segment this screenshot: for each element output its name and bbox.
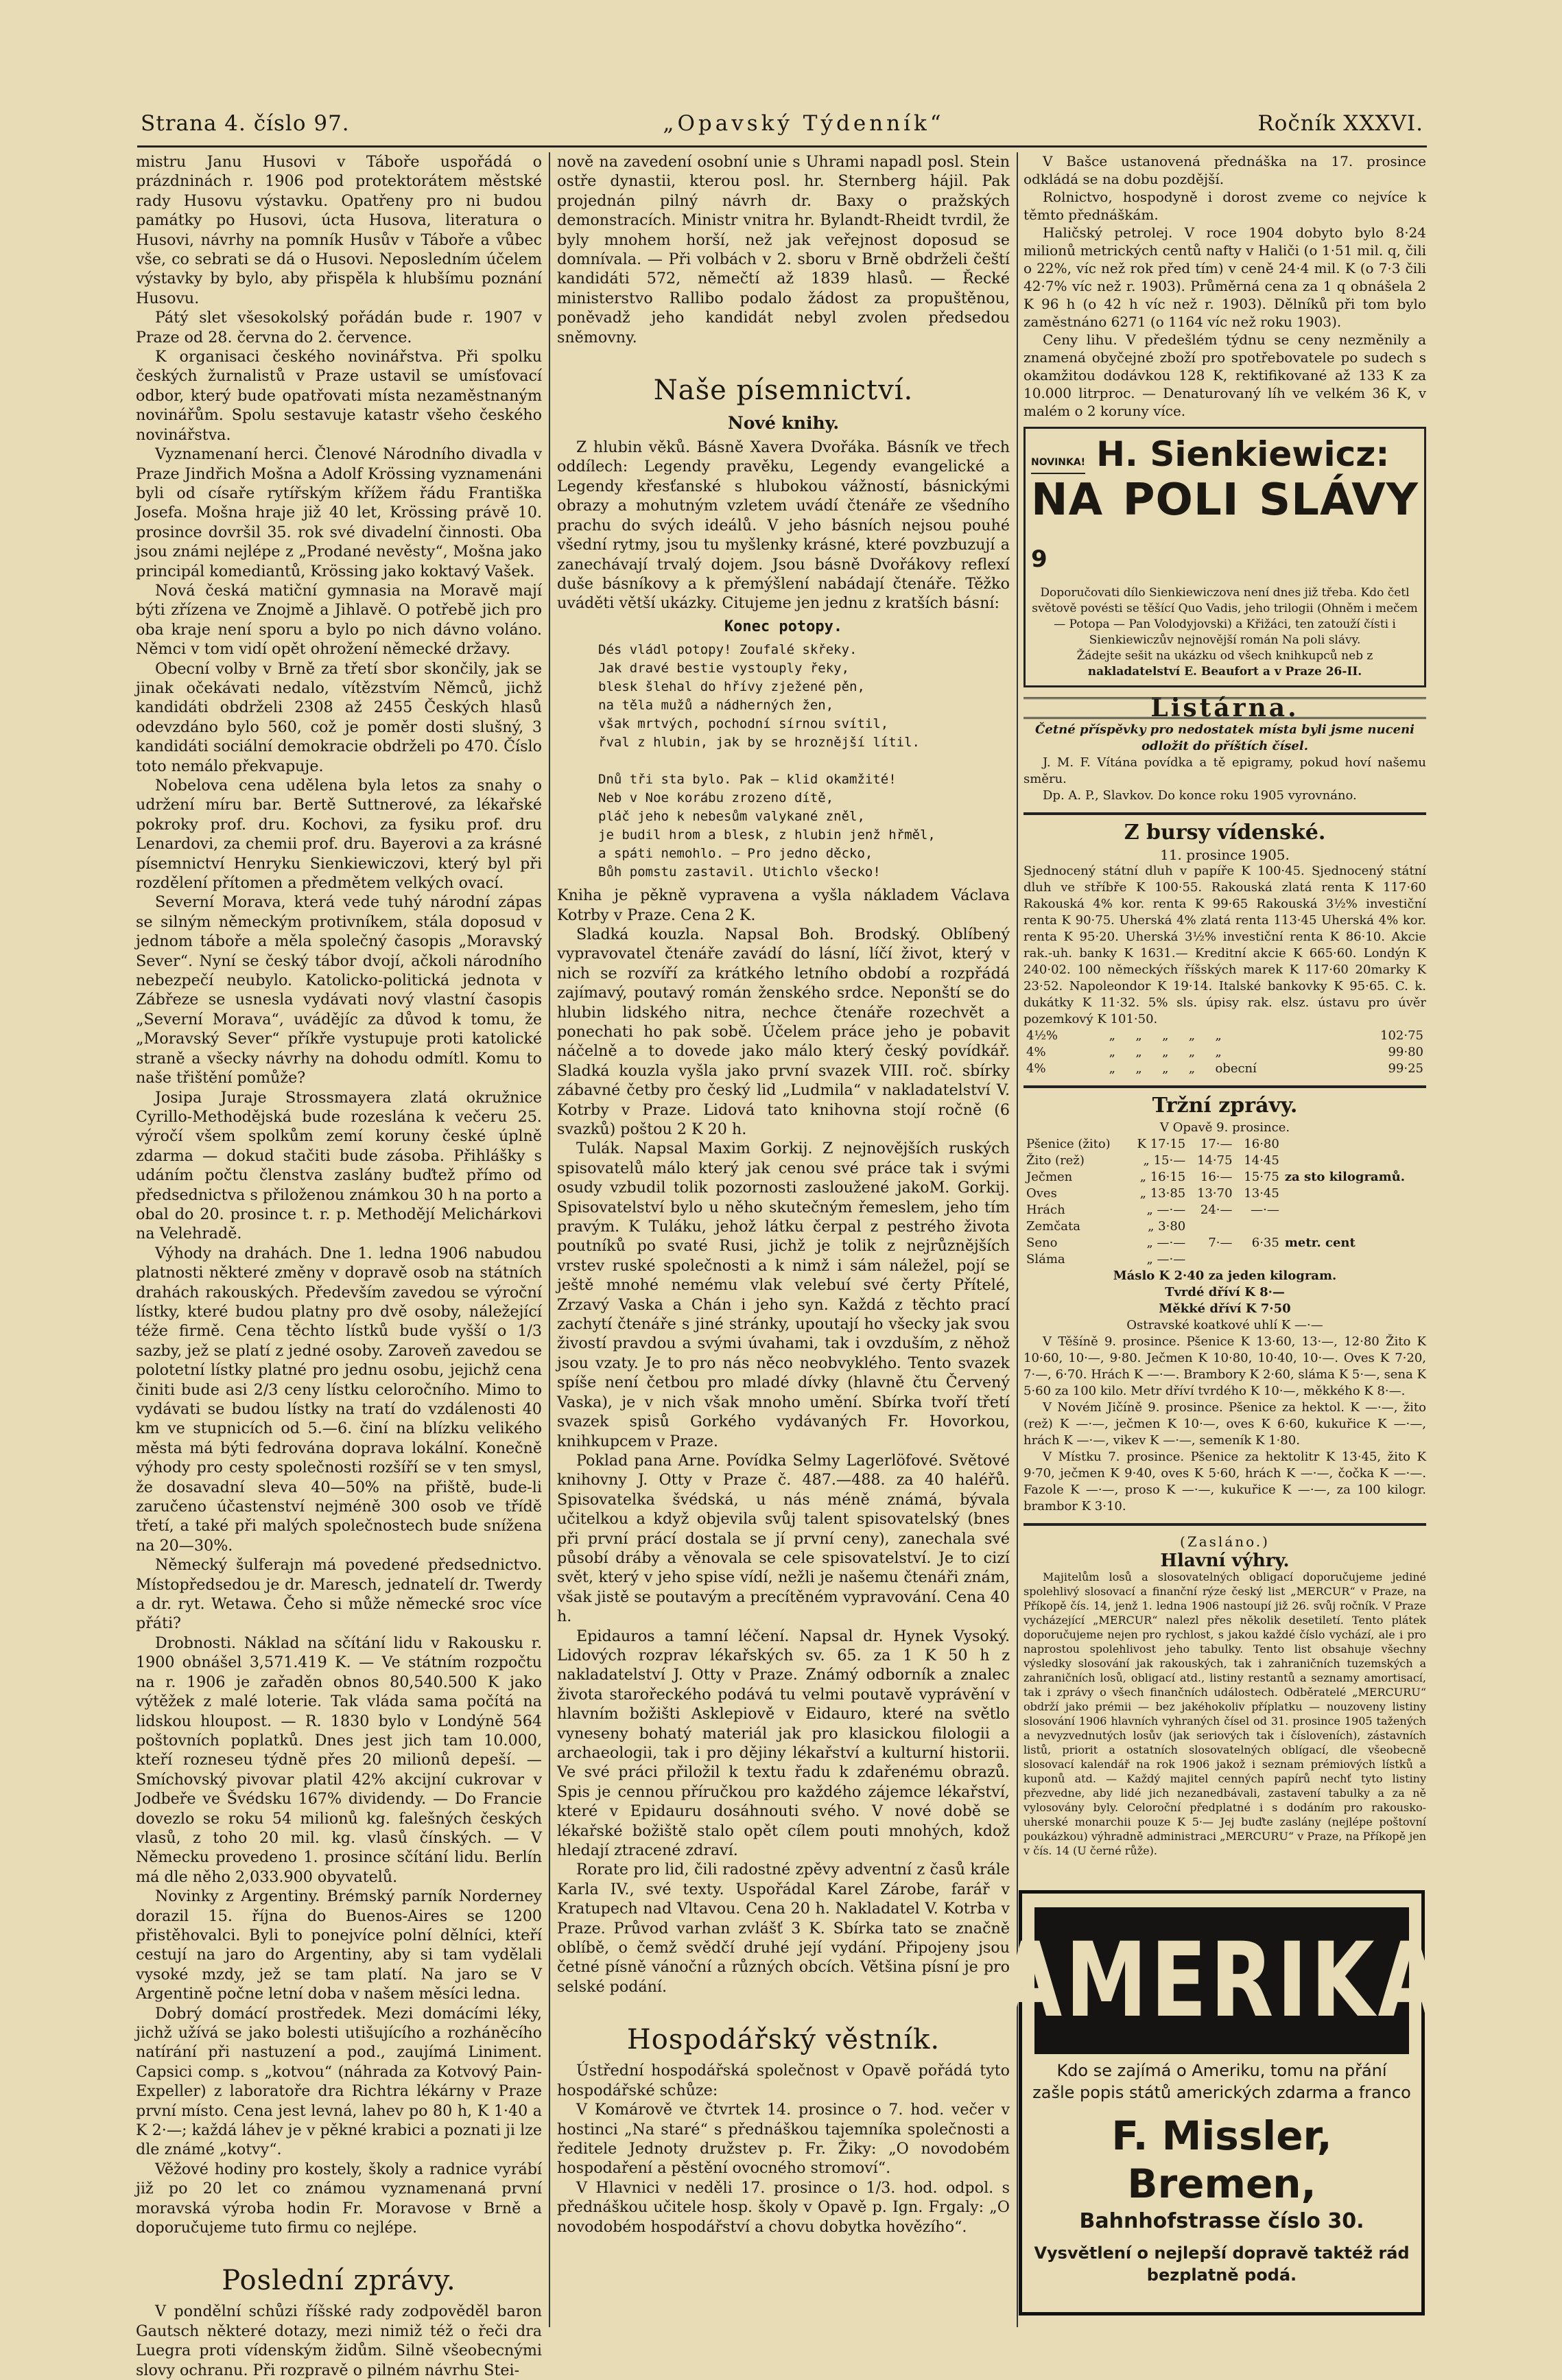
page-number: Strana 4. číslo 97. — [141, 111, 350, 136]
poem-text: Dés vládl potopy! Zoufalé skřeky. Jak dravé bestie vystouply řeky, blesk šlehal do hřívy zježené pěn, na těla mužů a nádherných žen, však mrtvých, pochodní sírnou svítil, řval z hlubin, jak by se hroznější lítil. Dnů tři sta bylo. Pak — klid okamžité! Neb v Noe korábu zrozeno dítě, pláč jeho k nebesům valykané zněl, je budil hrom a blesk, z hlubin jenž hřměl, a spáti nemohlo. — Pro jedno děcko, Bůh pomstu zastavil. Utichlo všecko! — [598, 642, 936, 880]
zaslano-title: Hlavní výhry. — [1160, 1551, 1290, 1571]
ad-text: Doporučovati dílo Sienkiewiczova není dnes již třeba. Kdo četl světově povésti se těšící Quo Vadis, jeho trilogii (Ohněm i mečem — Potopa — Pan Volodyjovski) a Křižáci, ten zatouží čísti i Sienkiewiczův nejnovější román Na poli slávy. — [1032, 586, 1418, 647]
listarna-section — [1023, 722, 1426, 804]
column-divider-1 — [549, 152, 550, 2327]
table-cell: Oves — [1026, 1186, 1057, 1201]
market-report: V Novém Jičíně 9. prosince. Pšenice za hektol. K —·—, žito (rež) K —·—, ječmen K 10·—, oves K 6·60, kukuřice K —·—, hrách K —·—, vikev K —·—, semeník K 1·80. — [1023, 1400, 1426, 1448]
divider — [1023, 1085, 1426, 1088]
article-paragraph: mistru Janu Husovi v Táboře uspořádá o prázdninách r. 1906 pod protektorátem městské rady Husovu výstavku. Opatřeny pro ni budou památky po Husovi, úcta Husova, literatura o Husovi, návrhy na pomník Husův v Táboře a vůbec vše, co sebrati se dá o Husovi. Neposledním účelem výstavky by bylo, aby přispěla k hlubšímu poznání Husovu. — [136, 153, 542, 307]
table-cell — [1235, 1218, 1282, 1235]
table-cell: 13·45 — [1244, 1186, 1279, 1201]
table-cell — [1188, 1251, 1235, 1268]
table-cell: „ — [1162, 1045, 1169, 1059]
header-rule — [137, 145, 1427, 148]
market-line: Ostravské koatkové uhlí K —·— — [1126, 1318, 1323, 1332]
article-paragraph: V Bašce ustanovená přednáška na 17. prosince odkládá se na dobu pozdější. — [1023, 153, 1426, 187]
volume-number: Ročník XXXVI. — [1257, 111, 1423, 136]
article-paragraph: Nová česká matiční gymnasia na Moravě mají býti zřízena ve Znojmě a Jihlavě. O potřebě jich pro oba kraje není sporu a bylo po nich dávno voláno. Němci v tom vidí opět ohrožení německé državy. — [136, 581, 542, 659]
table-cell: Ječmen — [1026, 1170, 1073, 1184]
table-cell: K 17·15 — [1137, 1137, 1186, 1151]
table-cell: 13·70 — [1197, 1186, 1233, 1201]
table-row — [1023, 1218, 1426, 1235]
table-cell: Žito (rež) — [1026, 1153, 1085, 1168]
table-cell: „ 3·80 — [1148, 1219, 1186, 1234]
article-paragraph: Nobelova cena udělena byla letos za snahy o udržení míru bar. Bertě Suttnerové, za lékařské pokroky prof. dru. Kochovi, za fysiku prof. dru Lenardovi, za chemii prof. dru. Bayerovi a za krásné písemnictví Henryku Sienkiewiczovi, který byl při rozdělení přítomen a předmětem velkých ovací. — [136, 777, 542, 893]
article-paragraph: V Hlavnici v neděli 17. prosince o 1/3. hod. odpol. s přednáškou učitele hosp. školy v Opavě p. Ign. Frgaly: „O novodobém hospodářství a chovu dobytka hovězího“. — [557, 2178, 1010, 2236]
table-cell: „ —·— — [1146, 1236, 1186, 1250]
unit-label: metr. cent — [1284, 1236, 1356, 1250]
market-table — [1023, 1136, 1426, 1268]
table-cell: 7·— — [1208, 1236, 1233, 1250]
amerika-address: Bahnhofstrasse číslo 30. — [1079, 2209, 1364, 2233]
article-paragraph: Výhody na drahách. Dne 1. ledna 1906 nabudou platnosti některé změny v dopravě osob na státních drahách rakouských. Především zavedou se výroční lístky, které budou platny pro dvě osoby, náležející téže firmě. Cena těchto lístků bude vyšší o 1/3 sazby, jež se platí z jedné osoby. Zaroveň zavedou se polotetní lístky platné pro jednu osobu, jejichž cena činiti bude asi 2/3 ceny lístku celoročního. Mimo to vydávati se budou lístky na tratí do vzdálenosti 40 km ve stupnicích od 5.—6. činí na blízku velikého města má býti fedrována doprava lokální. Konečně výhody pro cesty společnosti rozšíří se v ten smysl, že dosavadní sleva 40—50% na přiště, bude-li zaručeno účastenství nejméně 300 osob ve třídě třetí, a také při malých společnostech bude snížena na 20—30%. — [136, 1244, 542, 1555]
table-cell: 99·25 — [1388, 1061, 1423, 1076]
book-review: Kniha je pěkně vypravena a vyšla nákladem Václava Kotrby v Praze. Cena 2 K. — [557, 886, 1010, 924]
subheading-nove-knihy: Nové knihy. — [727, 413, 840, 434]
market-line: Máslo K 2·40 za jeden kilogram. — [1113, 1269, 1337, 1283]
table-cell — [1235, 1251, 1282, 1268]
table-cell: „ — [1188, 1028, 1196, 1043]
ad-issue-number: 9 — [1031, 545, 1048, 573]
market-line: Měkké dříví K 7·50 — [1159, 1301, 1291, 1316]
table-cell: 4% — [1026, 1061, 1046, 1076]
market-section — [1023, 1120, 1426, 1515]
article-paragraph: Josipa Juraje Strossmayera zlatá okružnice Cyrillo-Methodějská bude rozeslána k večeru 25. výročí všem spolkům zemí koruny české úplně zdarma — dokud stačiti bude zásoba. Přihlášky s udáním počtu členstva zaslány buďtež přímo od předsednictva s přiloženou známkou 30 h na porto a obal do 20. prosince t. r. p. Methodějí Melichárkovi na Velehradě. — [136, 1088, 542, 1243]
amerika-note: Vysvětlení o nejlepší dopravě taktéž rád — [1034, 2243, 1410, 2263]
listarna-item: Dp. A. P., Slavkov. Do konce roku 1905 vyrovnáno. — [1043, 788, 1357, 803]
table-cell: Sláma — [1026, 1252, 1065, 1266]
article-paragraph: nově na zavedení osobní unie s Uhrami napadl posl. Stein ostře dynastii, kterou posl. hr. Sternberg hájil. Pak projednán pilný návrh dr. Baxy o pražských demonstracích. Ministr vnitra hr. Bylandt-Rheidt tvrdil, že byly mnohem horší, než jak veřejnost doposud se domnívala. — Při volbách v 2. sboru v Brně obdrželi čeští kandidáti 572, němečtí až 1839 hlasů. — Řecké ministerstvo Rallibo podalo žádost za propuštěnou, poněvadž jeho kandidát nebyl zvolen předsedou sněmovny. — [557, 153, 1010, 346]
market-line: Tvrdé dříví K 8·— — [1165, 1285, 1285, 1299]
article-paragraph: Německý šulferajn má povedené předsednictvo. Místopředsedou je dr. Maresch, jednatelí dr. Twerdy a dr. ryt. Wetawa. Čeho si může německé sroc více přáti? — [136, 1556, 542, 1633]
table-cell: 17·— — [1200, 1137, 1233, 1151]
bursa-table — [1023, 1028, 1426, 1077]
poem-title: Konec potopy. — [724, 617, 843, 635]
article-paragraph: Ceny lihu. V předešlém týdnu se ceny nezměnily a znamená obyčejné zboží pro spotřebovatele po sudech s okamžitou dodávkou 128 K, rektifikované až 133 K za 10.000 litrproc. — Denaturovaný líh ve velkém 36 K, v malém o 2 koruny více. — [1023, 331, 1426, 419]
article-paragraph: Haličský petrolej. V roce 1904 dobyto bylo 8·24 milionů metrických centů nafty v Haliči (o 1·51 mil. q, čili o 22%, víc než rok před tím) v ceně 24·4 mil. K (o 7·3 čili 42·7% víc než r. 1903). Průměrná cena za 1 q obnášela 2 K 96 h (o 42 h víc než r. 1903). Dělníků při tom bylo zaměstnáno 6271 (o 1164 víc než roku 1903). — [1023, 224, 1426, 330]
ad-text-2: Žádejte sešit na ukázku od všech knihkupců neb z — [1076, 649, 1373, 663]
amerika-line: Kdo se zajímá o Ameriku, tomu na přání — [1056, 2061, 1387, 2080]
book-review: Rorate pro lid, čili radostné zpěvy adventní z časů krále Karla IV., své texty. Uspořádal Karel Zárobe, farář v Kratupech nad Vltavou. Cena 20 h. Nakladatel V. Kotrba v Praze. Průvod varhan zvlášť 3 K. Sbírka tato se značně oblíbě, o čemž svědčí druhé její vydání. Připojeny jsou četné písně vánoční a různých obcích. Většina písní je pro selské podání. — [557, 1861, 1010, 1996]
table-cell: 99·80 — [1388, 1045, 1423, 1059]
table-cell: „ — [1215, 1045, 1222, 1059]
page-header — [141, 103, 1423, 144]
table-cell: 6·35 — [1251, 1236, 1279, 1250]
table-cell: „ —·— — [1146, 1203, 1186, 1217]
table-cell: 4½% — [1026, 1028, 1058, 1043]
article-paragraph: Novinky z Argentiny. Brémský parník Norderney dorazil 15. října do Buenos-Aires se 1200 přistěhovalci. Byli to ponejvíce polní dělníci, kteří cestují na jaro do Argentiny, aby si tam vydělali vysoké mzdy, jež se tam platí. Na jaro se V Argentině počne letní doba v našem měsíci ledna. — [136, 1887, 542, 2003]
table-cell: Seno — [1026, 1236, 1058, 1250]
article-paragraph: Vyznamenaní herci. Členové Národního divadla v Praze Jindřich Mošna a Adolf Krössing vyznamenáni byli od císaře rytířským křížem řádu Františka Josefa. Mošna hraje již 40 let, Krössing právě 10. prosince dovršil 35. rok své divadelní činnosti. Oba jsou známi nejlépe z „Prodané nevěsty“, Mošna jako principál komediantů, Krössing jako koktavý Vašek. — [136, 445, 542, 580]
amerika-note: bezplatně podá. — [1146, 2265, 1297, 2285]
table-cell: Pšenice (žito) — [1026, 1137, 1111, 1151]
ad-title-text: NA POLI SLÁVY — [1031, 475, 1419, 526]
table-cell: „ — [1109, 1061, 1115, 1076]
article-paragraph: Věžové hodiny pro kostely, školy a radnice vyrábí již po 20 let co známou vyznamenaná první moravská výroba hodin Fr. Moravose v Brně a doporučujeme tuto firmu co nejlépe. — [136, 2160, 542, 2237]
article-paragraph: V pondělní schůzi říšské rady zodpověděl baron Gautsch některé dotazy, mezi nimiž též o řeči dra Luegra proti vídenským židům. Silně všeobecnými slovy ochranu. Při rozpravě o pilném návrhu Stei- — [136, 2302, 542, 2379]
table-cell: „ — [1188, 1045, 1196, 1059]
amerika-line: zašle popis států amerických zdarma a franco — [1032, 2083, 1411, 2102]
amerika-company: F. Missler, Bremen, — [1111, 2112, 1332, 2207]
table-cell: 14·75 — [1197, 1153, 1233, 1168]
table-cell: „ — [1109, 1045, 1115, 1059]
table-cell: 16·80 — [1244, 1137, 1279, 1151]
table-row — [1023, 1061, 1426, 1077]
table-cell: „ — [1188, 1061, 1196, 1076]
amerika-banner — [998, 1907, 1445, 2054]
ad-tag: NOVINKA! — [1031, 453, 1085, 474]
masthead-title: „Opavský Týdenník“ — [663, 111, 945, 136]
section-heading-pisemnictvi: Naše písemnictví. — [653, 375, 914, 407]
bursa-section — [1023, 847, 1426, 1077]
divider — [1023, 1523, 1426, 1526]
amerika-title: AMERIKA — [998, 1921, 1445, 2040]
table-cell: 102·75 — [1380, 1028, 1423, 1043]
table-cell — [1188, 1218, 1235, 1235]
article-paragraph: Rolnictvo, hospodyně i dorost zveme co nejvíce k těmto přednáškám. — [1023, 189, 1426, 223]
table-row — [1023, 1136, 1426, 1153]
table-cell: obecní — [1215, 1061, 1257, 1076]
table-cell: „ 16·15 — [1139, 1170, 1186, 1184]
table-row — [1023, 1044, 1426, 1061]
ad-publisher: nakladatelství E. Beaufort a v Praze 26-II. — [1087, 665, 1362, 679]
table-cell: 16·— — [1200, 1170, 1233, 1184]
table-cell: 14·45 — [1244, 1153, 1279, 1168]
table-cell: „ —·— — [1146, 1252, 1186, 1266]
table-cell: „ — [1135, 1028, 1142, 1043]
table-cell: „ 15·— — [1143, 1153, 1186, 1168]
book-review: Tulák. Napsal Maxim Gorkij. Z nejnovějších ruských spisovatelů málo který jak cenou své práce tak i svými osudy vzbudil tolik pozornosti zasloužené jakoM. Gorkij. Spisovatelství bylo u něho skutečným řemeslem, jeho tím pravým. K Tuláku, jehož látku čerpal z pestrého života poutníků po svaté Rusi, jichž je tolik z nejrůznějších vrstev ruské společnosti a k nimž i sám náležel, pojí se ještě mnohé nemému vlak velebuí své čerty Přítelé, Zrzavý Vaska a Chán i jeho syn. Každá z těchto prací zachytí čtenáře s jiné stránky, upoutají ho všecky jak svou živostí pravdou a svými úvahami, tak i ovzduším, z něhož jsou vzaty. Je to pro nás něco neobvyklého. Tento svazek spíše není četbou pro mladé dívky (hlavně čtu Červený Vaska), je v nich však mnoho umění. Sbírka tvoří třetí svazek spisů Gorkého vydávaných Fr. Hovorkou, knihkupcem v Praze. — [557, 1140, 1010, 1450]
unit-label: za sto kilogramů. — [1284, 1170, 1405, 1184]
article-paragraph: Ústřední hospodářská společnost v Opavě pořádá tyto hospodářské schůze: — [557, 2062, 1010, 2099]
article-paragraph: Dobrý domácí prostředek. Mezi domácími léky, jichž užívá se jako bolesti utišujícího a rozháněcího natírání při nastuzení a pod., zaujímá Liniment. Capsici comp. s „kotvou“ (náhrada za Kotvový Pain-Expeller) z laboratoře dra Richtra lékárny v Praze první místo. Cena jest levná, lahev po 80 h, K 1·40 a K 2·—; každá láhev je v pěkné krabici a poznati ji lze dle známé „kotvy“. — [136, 2004, 542, 2159]
zaslano-label: (Zasláno.) — [1180, 1533, 1270, 1550]
table-cell: „ — [1109, 1028, 1115, 1043]
column-2 — [557, 152, 1010, 2237]
market-location: V Opavě 9. prosince. — [1159, 1120, 1290, 1135]
ad-author: H. Sienkiewicz: — [1096, 434, 1390, 474]
advertisement-sienkiewicz — [1023, 427, 1426, 687]
table-cell: 15·75 — [1244, 1170, 1279, 1184]
zaslano-text: Majitelům losů a slosovatelných obligací doporučujeme jediné spolehlivý slosovací a finanční rýze český list „MERCUR“ v Praze, na Příkopě čís. 14, jenž 1. ledna 1906 nastoupí již 26. svůj ročník. V Praze vycházející „MERCUR“ nalezl přes několik desetiletí. Tento plátek doporučujeme nejen pro rychlost, s jakou každé číslo vychází, ale i pro naprostou spolehlivost jeho tabulky. Tento list obsahuje všechny výsledky slosování jak rakouských, tak i zahraničních tuzemských a zahraničních losů, obligací atd., listiny restantů a seznamy amortisací, tak i zprávy o všech finančních událostech. Odběratelé „MERCURU“ obdrží jako prémii — bez jakéhokoliv příplatku — nouzoveny listiny slosování 1906 hlavních vyhraných čísel od 31. prosince 1905 tažených a nevyzvednutých losův (jak seriových tak i čísloveních), zástavních listů, priorit a ostatních slosovatelných oblígací, dle všeobecně slosovací kalendář na rok 1906 jakož i seznam prémiových lístků a kuponů atd. — Každý majitel cenných papírů nechť tyto listiny přezvedne, aby lidé jich nezanedbávali, zastavení tabulky a za ně vylosovány byly. Celoroční předplatné i s dodáním pro rakousko-uherské monarchii pouze K 5·— Jej buďte zaslány (nejlépe poštovní poukázkou) výhradně administraci „MERCURU“ v Praze, na Příkopě jen v čís. 14 (U černé růže). — [1023, 1570, 1426, 1857]
ad-header — [1031, 434, 1419, 474]
section-heading-trzni-zpravy: Tržní zprávy. — [1152, 1094, 1298, 1118]
table-cell: „ 13·85 — [1139, 1186, 1186, 1201]
article-paragraph: V Komárově ve čtvrtek 14. prosince o 7. hod. večer v hostinci „Na staré“ s přednáškou tajemníka společnosti a ředitele Jednoty družstev p. Fr. Žiky: „O novodobém hospodaření a pěstění ovocného stromoví“. — [557, 2101, 1010, 2178]
bursa-date: 11. prosince 1905. — [1160, 847, 1290, 863]
article-paragraph: Drobnosti. Náklad na sčítání lidu v Rakousku r. 1900 obnášel 3,571.419 K. — Ve státním rozpočtu na r. 1906 je zařaděn obnos 80,540.500 K jako výtěžek z malé loterie. Tak vláda sama počítá na lidskou hloupost. — R. 1830 bylo v Londýně 564 poštovních poplatků. Dnes jest jich tam 10.000, kteří rozneseu týdně přes 20 milionů depeší. — Smíchovský pivovar platil 42% akcijní cukrovar v Jodbeře ve Švédsku 167% dividendy. — Do Francie dovezlo se roku 54 milionů kg. falešných českých vlasů, z toho 20 mil. kg. vlasů čínských. — V Německu provedeno 1. prosince sčítání lidu. Berlín má dle něho 2,033.900 obyvatelů. — [136, 1634, 542, 1886]
table-cell: —·— — [1251, 1203, 1279, 1217]
table-cell: 24·— — [1200, 1203, 1233, 1217]
section-heading-posledni-zpravy: Poslední zprávy. — [222, 2265, 456, 2297]
ad-title — [1031, 474, 1419, 585]
listarna-notice: Četné příspěvky pro nedostatek místa byli jsme nuceni odložit do příštích čísel. — [1035, 722, 1415, 753]
column-3 — [1023, 152, 1426, 1858]
table-cell: „ — [1162, 1061, 1169, 1076]
book-review: Sladká kouzla. Napsal Boh. Brodský. Oblíbený vypravovatel čtenáře zavádí do lásní, líčí život, který v nich se rozvíří za krátkého letního období a rozpřádá zajímavý, poutavý román ženského srdce. Neponští se do hlubin lidského nitra, nechce čtenáře rozechvět a ponechati ho pak sobě. Účelem práce jeho je pobavit náčelně a to dovede jako málo který český povídkář. Sladká kouzla vyšla jako první svazek VIII. roč. sbírky zábavné četby pro český lid „Ludmila“ v nakladatelství V. Kotrby v Praze. Lidová tato knihovna stojí ročně (6 svazků) poštou 2 K 20 h. — [557, 925, 1010, 1138]
divider — [1023, 812, 1426, 815]
table-cell: „ — [1135, 1061, 1142, 1076]
table-cell: „ — [1162, 1028, 1169, 1043]
advertisement-amerika — [998, 1890, 1445, 2316]
table-row — [1023, 1028, 1426, 1044]
listarna-item: J. M. F. Vítána povídka a tě epigramy, pokud hoví našemu směru. — [1023, 755, 1426, 786]
book-review: Poklad pana Arne. Povídka Selmy Lagerlöfové. Světové knihovny J. Otty v Praze č. 487.—488. za 40 haléřů. Spisovatelka švédská, u nás méně známá, bývala učitelkou a když objevila svůj talent spisovatelský (bnes při první prácí dostala se jí první ceny), zanechala své působí dráby a věnovala se cele spisovatelství. Je to cizí svět, který v jeho spise vídí, nežli je našemu čtenáři znám, však jistě se poutavým a precítěném vypravování. Cena 40 h. — [557, 1451, 1010, 1626]
article-paragraph: Obecní volby v Brně za třetí sbor skončily, jak se jinak očekávati nedalo, vítězstvím Němců, jichž kandidáti obdrželi 2308 až 2455 Českých hlasů odevzdáno bylo 560, což je poměr dosti slušný, 3 kandidáti sociální demokracie obdrželi po 470. Číslo toto nemálo překvapuje. — [136, 659, 542, 775]
table-cell: „ — [1135, 1045, 1142, 1059]
market-report: V Místku 7. prosince. Pšenice za hektolitr K 13·45, žito K 9·70, ječmen K 9·40, oves K 5·60, hrách K —·—, čočka K —·—. Fazole K —·—, proso K —·—, kukuřice K —·—, za 100 kilogr. brambor K 3·10. — [1023, 1450, 1426, 1513]
book-review: Epidauros a tamní léčení. Napsal dr. Hynek Vysoký. Lidových rozprav lékařských sv. 65. za 1 K 50 h z nakladatelství J. Otty v Praze. Známý odborník a znalec života starořeckého podává tu velmi poutavě vyprávění v hlavním božišti Asklepiově v Eidauro, které na světlo vyneseny bohatý materiál jak pro klasickou filologii a archaeologii, tak i pro dějiny lékařství a kulturní historii. Ve své práci přiložil k textu řadu k zdařenému obrazů. Spis je cennou příručkou pro každého zájemce lékařství, které v Epidauru dosáhnouti svého. V nové době se lékařské božiště stalo opět cílem pouti mnohých, kdož hledají ztracené zdraví. — [557, 1627, 1010, 1860]
table-cell: 4% — [1026, 1045, 1046, 1059]
market-report: V Těšíně 9. prosince. Pšenice K 13·60, 13·—, 12·80 Žito K 10·60, 10·—, 9·80. Ječmen K 10·80, 10·40, 10·—. Oves K 7·20, 7·—, 6·70. Hrách K —·—. Brambory K 2·60, sláma K 5·—, sena K 5·60 za 100 kilo. Metr dříví tvrdého K 10·—, měkkého K 8·—. — [1023, 1334, 1426, 1398]
section-heading-bursa: Z bursy vídenské. — [1124, 821, 1326, 845]
section-heading-hospodarsky-vestnik: Hospodářský věstník. — [626, 2024, 940, 2056]
table-cell: Zemčata — [1026, 1219, 1081, 1234]
table-cell: Hrách — [1026, 1203, 1065, 1217]
section-heading-listarna: Listárna. — [1023, 697, 1426, 719]
column-1 — [136, 152, 542, 2380]
article-paragraph: Severní Morava, která vede tuhý národní zápas se silným německým protivníkem, stála doposud v jednom táboře a měla společný časopis „Moravský Sever“. Nyní se český tábor dvojí, ačkoli národního nebezpečí neubylo. Katolicko-politická jednota v Zábřeze se usnesla vydávati nový vlastní časopis „Severní Morava“, uvádějíc za důvod k tomu, že „Moravský Sever“ příkře vystupuje proti katolické straně a všecky návrhy na dohodu odmítl. Komu to naše třištění pomůže? — [136, 893, 542, 1087]
book-review: Z hlubin věků. Básně Xavera Dvořáka. Básník ve třech oddílech: Legendy pravěku, Legendy evangelické a Legendy křesťanské s hlubokou vážností, básnickými obrazy a mohutným vzletem uvádí čtenáře ze všedního prachu do svých ideálů. V jeho básních nejsou pouhé všední rytmy, jsou tu myšlenky krásné, které povzbuzují a zanechávají trvalý dojem. Jsou básně Dvořákovy reflexí duše básníkovy a k přemýšlení nabádají čtenáře. Těžko uváděti větší ukázky. Citujeme jen jednu z kratších básní: — [557, 438, 1010, 613]
article-paragraph: Pátý slet všesokolský pořádán bude r. 1907 v Praze od 28. června do 2. července. — [136, 309, 542, 346]
article-paragraph: K organisaci českého novinářstva. Při spolku českých žurnalistů v Praze ustavil se umísťovací odbor, který bude opatřovati místa nezaměstnaným novinářům. Spolu sestavuje katastr všeho českého novinářstva. — [136, 348, 542, 444]
table-cell: „ — [1215, 1028, 1222, 1043]
bursa-text: Sjednocený státní dluh v papíře K 100·45. Sjednocený státní dluh ve stříbře K 100·55. Rakouská zlatá renta K 117·60 Rakouská 4% kor. renta K 99·65 Rakouská 3½% investiční renta K 90·75. Uherská 4% zlatá renta 113·45 Uherská 4% kor. renta K 95·20. Uherská 3½% investiční renta K 86·10. Akcie rak.-uh. banky K 1631.— Kreditní akcie K 665·60. Londýn K 240·02. 100 německých říšských marek K 117·60 20marky K 23·52. Napoleondor K 19·14. Italské bankovky K 95·65. C. k. dukátky K 11·32. 5% sls. úpisy rak. elsz. ústavu pro úvěr pozemkový K 101·50. — [1023, 864, 1426, 1026]
